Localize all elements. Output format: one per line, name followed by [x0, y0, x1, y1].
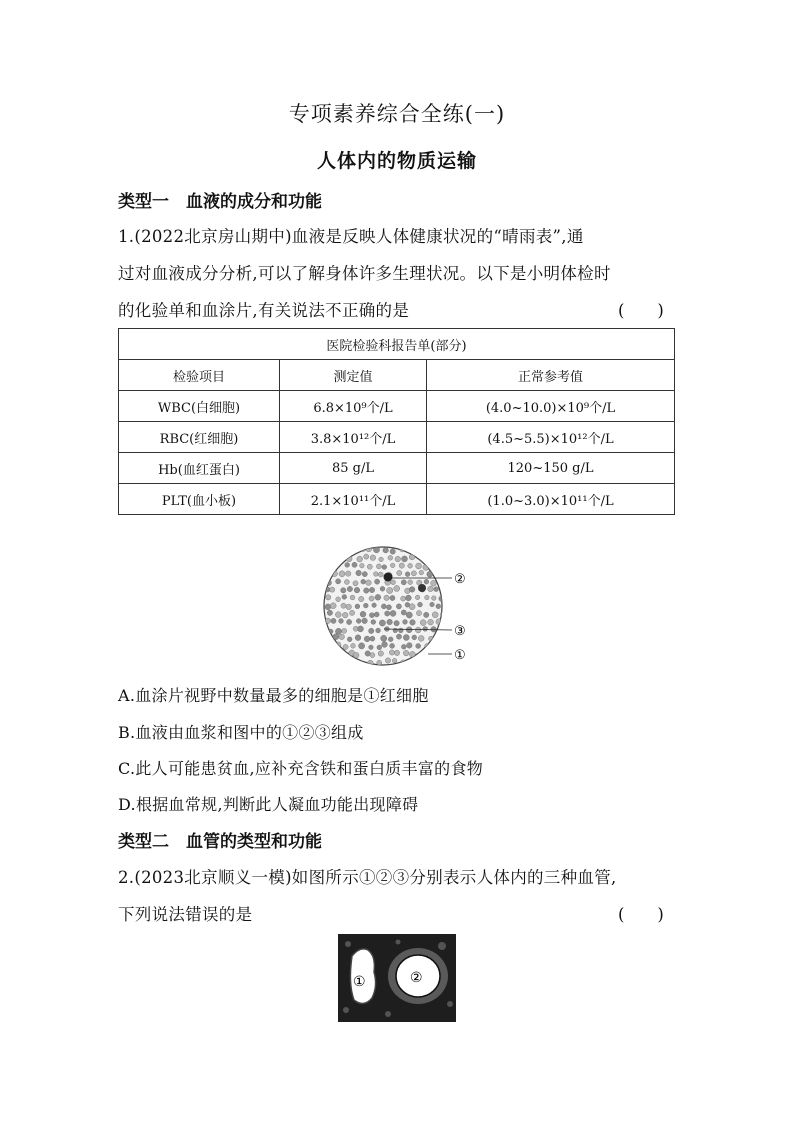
red-blood-cell	[439, 565, 445, 571]
table-cell: 85 g/L	[280, 453, 427, 484]
red-blood-cell	[384, 595, 389, 600]
red-blood-cell	[383, 547, 389, 553]
red-blood-cell	[432, 596, 437, 601]
red-blood-cell	[356, 570, 362, 576]
table-cell: 3.8×10¹²个/L	[280, 422, 427, 453]
red-blood-cell	[370, 636, 375, 641]
red-blood-cell	[365, 651, 370, 656]
red-blood-cell	[345, 563, 350, 568]
red-blood-cell	[440, 612, 445, 617]
red-blood-cell	[408, 580, 413, 585]
red-blood-cell	[327, 610, 332, 615]
question-1-line-3: 的化验单和血涂片,有关说法不正确的是	[118, 301, 410, 320]
red-blood-cell	[379, 620, 385, 626]
red-blood-cell	[336, 597, 341, 602]
red-blood-cell	[363, 603, 368, 608]
option-b: B.血液由血浆和图中的①②③组成	[118, 723, 364, 742]
red-blood-cell	[355, 635, 361, 641]
red-blood-cell	[394, 621, 399, 626]
question-1-line-1: 1.(2022北京房山期中)血液是反映人体健康状况的“晴雨表”,通	[118, 227, 584, 246]
red-blood-cell	[335, 548, 340, 553]
red-blood-cell	[326, 645, 331, 650]
red-blood-cell	[324, 637, 329, 642]
red-blood-cell	[401, 596, 406, 601]
figure-label: ③	[454, 624, 466, 639]
red-blood-cell	[328, 548, 333, 553]
red-blood-cell	[407, 547, 412, 552]
red-blood-cell	[353, 581, 358, 586]
red-blood-cell	[414, 549, 419, 554]
answer-paren-2: ( )	[618, 905, 664, 924]
red-blood-cell	[335, 612, 341, 618]
question-2-line-2: 下列说法错误的是	[118, 905, 253, 924]
red-blood-cell	[395, 556, 401, 562]
red-blood-cell	[415, 595, 420, 600]
red-blood-cell	[398, 628, 403, 633]
red-blood-cell	[392, 658, 397, 663]
red-blood-cell	[342, 628, 347, 633]
section-heading-2: 类型二 血管的类型和功能	[118, 832, 322, 852]
red-blood-cell	[434, 587, 439, 592]
table-header-row	[119, 360, 675, 391]
red-blood-cell	[387, 605, 392, 610]
red-blood-cell	[343, 644, 348, 649]
table-cell: 6.8×10⁹个/L	[280, 391, 427, 422]
red-blood-cell	[407, 643, 413, 649]
red-blood-cell	[342, 595, 347, 600]
red-blood-cell	[435, 636, 440, 641]
red-blood-cell	[342, 659, 348, 665]
red-blood-cell	[341, 603, 346, 608]
red-blood-cell	[403, 650, 409, 656]
red-blood-cell	[435, 556, 441, 562]
red-blood-cell	[420, 620, 426, 626]
red-blood-cell	[369, 587, 374, 592]
red-blood-cell	[325, 660, 331, 666]
red-blood-cell	[347, 637, 352, 642]
red-blood-cell	[331, 650, 336, 655]
table-row	[119, 422, 675, 453]
red-blood-cell	[424, 579, 429, 584]
red-blood-cell	[396, 604, 401, 609]
red-blood-cell	[344, 547, 349, 552]
red-blood-cell	[387, 619, 393, 625]
white-blood-cell	[384, 573, 393, 582]
red-blood-cell	[347, 619, 352, 624]
red-blood-cell	[390, 595, 395, 600]
red-blood-cell	[353, 652, 359, 658]
page-title: 专项素养综合全练(一)	[288, 102, 506, 126]
figure-label: ②	[454, 572, 466, 587]
red-blood-cell	[437, 547, 443, 553]
red-blood-cell	[388, 555, 393, 560]
red-blood-cell	[418, 602, 423, 607]
red-blood-cell	[380, 586, 385, 591]
red-blood-cell	[409, 554, 415, 560]
red-blood-cell	[382, 642, 388, 648]
red-blood-cell	[371, 620, 376, 625]
red-blood-cell	[339, 619, 344, 624]
red-blood-cell	[403, 620, 408, 625]
red-blood-cell	[415, 627, 421, 633]
red-blood-cell	[330, 603, 336, 609]
lab-report-table	[118, 328, 675, 515]
red-blood-cell	[419, 570, 424, 575]
red-blood-cell	[414, 660, 419, 665]
red-blood-cell	[396, 634, 401, 639]
red-blood-cell	[362, 618, 368, 624]
red-blood-cell	[411, 571, 416, 576]
option-c: C.此人可能患贫血,应补充含铁和蛋白质丰富的食物	[118, 759, 484, 778]
red-blood-cell	[390, 610, 396, 616]
page-subtitle: 人体内的物质运输	[316, 150, 477, 172]
red-blood-cell	[439, 580, 444, 585]
red-blood-cell	[428, 619, 434, 625]
red-blood-cell	[377, 645, 382, 650]
red-blood-cell	[385, 658, 390, 663]
table-cell: (4.5~5.5)×10¹²个/L	[427, 422, 675, 453]
option-a: A.血涂片视野中数量最多的细胞是①红细胞	[118, 686, 429, 705]
red-blood-cell	[350, 660, 355, 665]
red-blood-cell	[331, 618, 336, 623]
red-blood-cell	[351, 643, 356, 648]
red-blood-cell	[410, 620, 416, 626]
answer-paren-1: ( )	[618, 301, 664, 320]
figure-label: ①	[353, 974, 366, 990]
red-blood-cell	[364, 636, 370, 642]
red-blood-cell	[356, 619, 361, 624]
red-blood-cell	[362, 572, 367, 577]
red-blood-cell	[352, 546, 357, 551]
red-blood-cell	[370, 653, 375, 658]
red-blood-cell	[336, 579, 341, 584]
red-blood-cell	[335, 660, 340, 665]
red-blood-cell	[375, 579, 380, 584]
red-blood-cell	[431, 627, 437, 633]
red-blood-cell	[424, 547, 430, 553]
red-blood-cell	[394, 586, 400, 592]
red-blood-cell	[369, 645, 374, 650]
red-blood-cell	[357, 556, 363, 562]
red-blood-cell	[344, 580, 349, 585]
red-blood-cell	[350, 595, 355, 600]
red-blood-cell	[358, 626, 364, 632]
red-blood-cell	[360, 611, 366, 617]
red-blood-cell	[372, 603, 377, 608]
red-blood-cell	[376, 628, 381, 633]
red-blood-cell	[403, 635, 409, 641]
red-blood-cell	[405, 572, 410, 577]
table-cell: RBC(红细胞)	[119, 422, 280, 453]
red-blood-cell	[350, 610, 355, 615]
red-blood-cell	[437, 653, 442, 658]
red-blood-cell	[391, 580, 396, 585]
red-blood-cell	[401, 644, 406, 649]
red-blood-cell	[381, 604, 386, 609]
red-blood-cell	[430, 547, 435, 552]
red-blood-cell	[430, 602, 435, 607]
table-header: 测定值	[280, 360, 427, 391]
red-blood-cell	[377, 660, 382, 665]
red-blood-cell	[342, 612, 348, 618]
red-blood-cell	[341, 588, 346, 593]
red-blood-cell	[374, 572, 379, 577]
red-blood-cell	[440, 661, 445, 666]
red-blood-cell	[390, 563, 395, 568]
table-cell: WBC(白细胞)	[119, 391, 280, 422]
red-blood-cell	[416, 563, 422, 569]
red-blood-cell	[375, 594, 381, 600]
red-blood-cell	[364, 554, 369, 559]
red-blood-cell	[369, 613, 374, 618]
red-blood-cell	[323, 570, 329, 576]
red-blood-cell	[394, 650, 399, 655]
red-blood-cell	[407, 661, 412, 666]
red-blood-cell	[399, 563, 404, 568]
red-blood-cell	[428, 650, 434, 656]
red-blood-cell	[379, 557, 384, 562]
red-blood-cell	[347, 586, 352, 591]
red-blood-cell	[390, 549, 395, 554]
red-blood-cell	[359, 643, 365, 649]
red-blood-cell	[416, 611, 421, 616]
red-blood-cell	[409, 604, 415, 610]
red-blood-cell	[428, 586, 434, 592]
table-row	[119, 453, 675, 484]
table-row	[119, 484, 675, 515]
table-cell: (1.0~3.0)×10¹¹个/L	[427, 484, 675, 515]
red-blood-cell	[338, 554, 344, 560]
table-cell: 2.1×10¹¹个/L	[280, 484, 427, 515]
red-blood-cell	[359, 596, 364, 601]
table-header: 检验项目	[119, 360, 280, 391]
table-caption: 医院检验科报告单(部分)	[119, 329, 675, 360]
red-blood-cell	[389, 650, 394, 655]
red-blood-cell	[326, 595, 331, 600]
red-blood-cell	[378, 572, 383, 577]
red-blood-cell	[425, 595, 430, 600]
red-blood-cell	[338, 653, 343, 658]
red-blood-cell	[355, 604, 360, 609]
red-blood-cell	[397, 570, 402, 575]
figure-label: ①	[454, 648, 466, 663]
red-blood-cell	[390, 643, 395, 648]
red-blood-cell	[378, 651, 383, 656]
red-blood-cell	[435, 571, 440, 576]
red-blood-cell	[382, 565, 387, 570]
blood-vessel-figure	[338, 934, 458, 1022]
red-blood-cell	[406, 612, 412, 618]
red-blood-cell	[369, 596, 374, 601]
red-blood-cell	[370, 555, 376, 561]
table-header: 正常参考值	[427, 360, 675, 391]
red-blood-cell	[346, 604, 352, 610]
red-blood-cell	[432, 658, 438, 664]
question-1-line-2: 过对血液成分分析,可以了解身体许多生理状况。以下是小明体检时	[118, 264, 611, 283]
red-blood-cell	[409, 587, 415, 593]
figure-label: ②	[410, 970, 423, 986]
red-blood-cell	[361, 579, 366, 584]
red-blood-cell	[339, 634, 345, 640]
red-blood-cell	[424, 658, 430, 664]
red-blood-cell	[339, 571, 345, 577]
red-blood-cell	[401, 610, 406, 615]
red-blood-cell	[436, 604, 441, 609]
red-blood-cell	[408, 563, 413, 568]
red-blood-cell	[426, 554, 431, 559]
red-blood-cell	[331, 556, 336, 561]
red-blood-cell	[387, 587, 393, 593]
table-caption-row	[119, 329, 675, 360]
red-blood-cell	[406, 595, 412, 601]
red-blood-cell	[364, 588, 369, 593]
red-blood-cell	[325, 555, 330, 560]
red-blood-cell	[412, 635, 417, 640]
red-blood-cell	[346, 571, 351, 576]
red-blood-cell	[328, 562, 333, 567]
red-blood-cell	[432, 612, 438, 618]
table-cell: (4.0~10.0)×10⁹个/L	[427, 391, 675, 422]
red-blood-cell	[330, 587, 335, 592]
red-blood-cell	[439, 643, 445, 649]
table-row	[119, 391, 675, 422]
red-blood-cell	[431, 580, 437, 586]
red-blood-cell	[402, 556, 408, 562]
red-blood-cell	[367, 564, 372, 569]
red-blood-cell	[354, 587, 360, 593]
option-d: D.根据血常规,判断此人凝血功能出现障碍	[118, 795, 419, 814]
red-blood-cell	[322, 651, 327, 656]
red-blood-cell	[420, 557, 425, 562]
red-blood-cell	[360, 563, 365, 568]
white-blood-cell	[418, 584, 426, 592]
red-blood-cell	[381, 635, 387, 641]
question-2-line-1: 2.(2023北京顺义一模)如图所示①②③分别表示人体内的三种血管,	[118, 868, 617, 887]
red-blood-cell	[352, 562, 357, 567]
section-heading-1: 类型一 血液的成分和功能	[118, 192, 322, 212]
table-cell: Hb(血红蛋白)	[119, 453, 280, 484]
red-blood-cell	[416, 644, 421, 649]
red-blood-cell	[374, 612, 379, 617]
table-cell: 120~150 g/L	[427, 453, 675, 484]
red-blood-cell	[385, 611, 390, 616]
red-blood-cell	[366, 580, 372, 586]
red-blood-cell	[369, 628, 374, 633]
red-blood-cell	[325, 604, 331, 610]
red-blood-cell	[388, 637, 393, 642]
red-blood-cell	[423, 627, 428, 632]
red-blood-cell	[376, 564, 381, 569]
red-blood-cell	[401, 580, 406, 585]
table-cell: PLT(血小板)	[119, 484, 280, 515]
red-blood-cell	[424, 612, 429, 617]
red-blood-cell	[432, 644, 437, 649]
blood-smear-figure	[318, 542, 478, 672]
red-blood-cell	[431, 564, 437, 570]
red-blood-cell	[418, 636, 424, 642]
